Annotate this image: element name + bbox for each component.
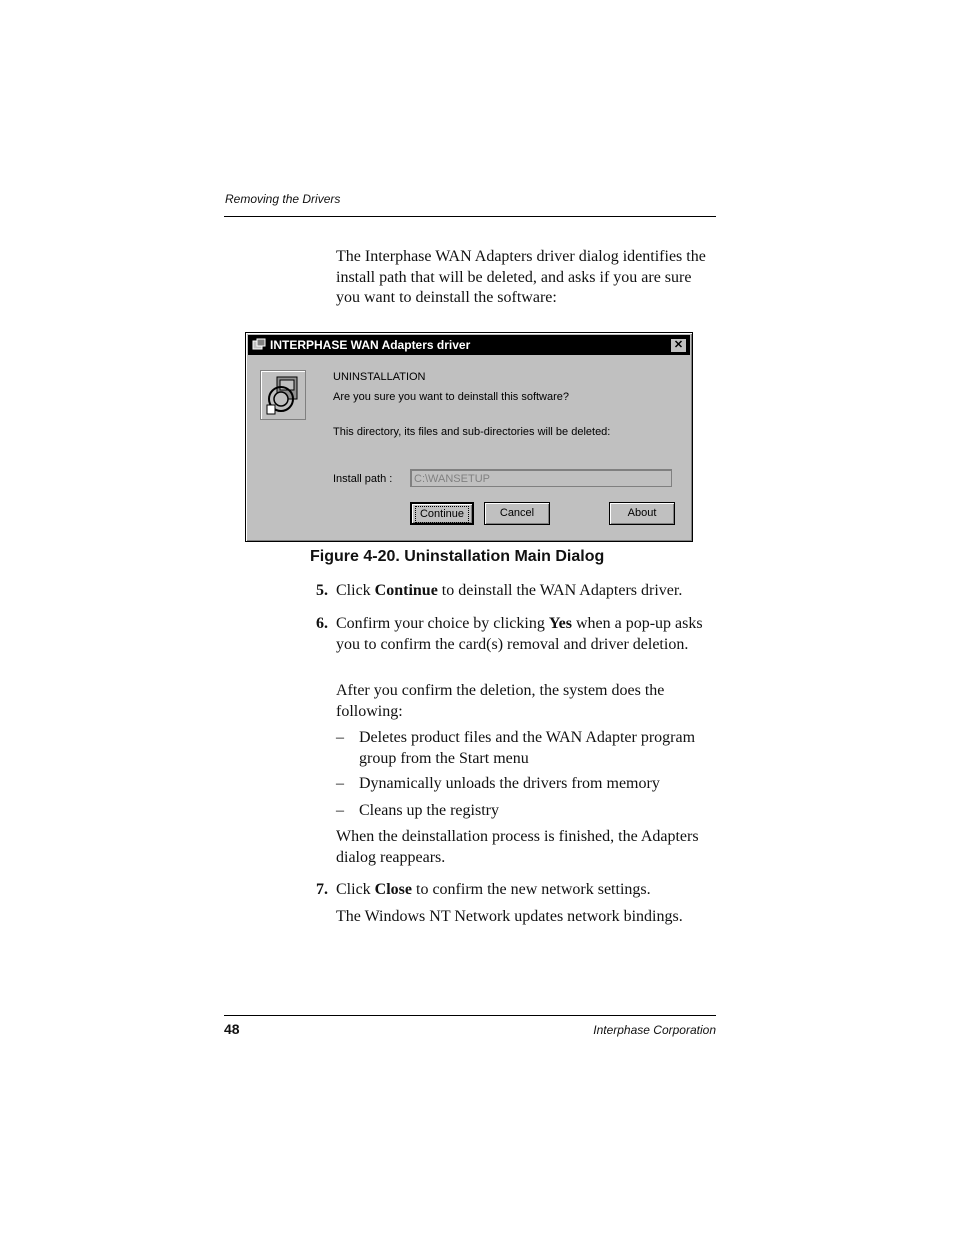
dialog-question: Are you sure you want to deinstall this software? — [333, 391, 570, 403]
about-button-label: About — [627, 507, 657, 519]
footer-company: Interphase Corporation — [593, 1023, 716, 1037]
footer-rule — [224, 1015, 716, 1016]
dialog-title: INTERPHASE WAN Adapters driver — [270, 338, 471, 352]
header-rule — [224, 216, 716, 217]
intro-paragraph: The Interphase WAN Adapters driver dialog identifies the install path that will be deleted, and asks if you are sure you want to deinstall the software: — [336, 248, 706, 306]
step-bold: Close — [374, 881, 412, 898]
step-text-post: to confirm the new network settings. — [412, 881, 651, 898]
uninstall-dialog — [245, 332, 693, 542]
step-number: 5. — [316, 582, 328, 599]
step-text-post: to deinstall the WAN Adapters driver. — [437, 582, 683, 599]
step-6 — [316, 614, 718, 655]
continue-button[interactable] — [410, 502, 474, 525]
bullet-item — [336, 728, 719, 769]
step-text-pre: Click — [336, 582, 375, 599]
dialog-titlebar — [248, 335, 690, 355]
after-confirm-paragraph: After you confirm the deletion, the system does the following: — [336, 682, 665, 720]
bullet-item — [336, 801, 719, 822]
finished-paragraph: When the deinstallation process is finished, the Adapters dialog reappears. — [336, 828, 699, 866]
step-number: 7. — [316, 881, 328, 898]
step-text-post: when a pop-up asks you to confirm the card(s) removal and driver deletion. — [336, 615, 703, 653]
step-7 — [316, 880, 718, 901]
bullet-dash: – — [336, 802, 344, 819]
install-path-field[interactable]: C:\WANSETUP — [410, 469, 672, 487]
setup-icon — [252, 338, 266, 352]
step-number: 6. — [316, 615, 328, 632]
cancel-button[interactable] — [484, 502, 550, 525]
step-bold: Continue — [374, 582, 438, 599]
step-text-pre: Click — [336, 881, 375, 898]
installer-icon — [260, 370, 306, 420]
cancel-button-label: Cancel — [499, 507, 535, 519]
install-path-label: Install path : — [333, 473, 393, 485]
bindings-paragraph: The Windows NT Network updates network bindings. — [336, 908, 683, 925]
bullet-dash: – — [336, 729, 344, 746]
step-bold: Yes — [548, 615, 572, 632]
step-5 — [316, 581, 718, 602]
figure-caption: Figure 4-20. Uninstallation Main Dialog — [310, 548, 605, 565]
running-header: Removing the Drivers — [225, 192, 341, 206]
about-button[interactable] — [609, 502, 675, 525]
close-icon[interactable]: ✕ — [670, 338, 687, 353]
bullet-text: Deletes product files and the WAN Adapter program group from the Start menu — [359, 729, 696, 767]
step-text-pre: Confirm your choice by clicking — [336, 615, 549, 632]
bullet-text: Dynamically unloads the drivers from memory — [359, 775, 660, 792]
bullet-dash: – — [336, 775, 344, 792]
page-number: 48 — [224, 1021, 240, 1037]
continue-button-label: Continue — [416, 507, 468, 522]
dialog-heading: UNINSTALLATION — [333, 371, 426, 383]
bullet-text: Cleans up the registry — [359, 802, 499, 819]
bullet-item — [336, 774, 719, 795]
dialog-notice: This directory, its files and sub-directories will be deleted: — [333, 426, 611, 438]
